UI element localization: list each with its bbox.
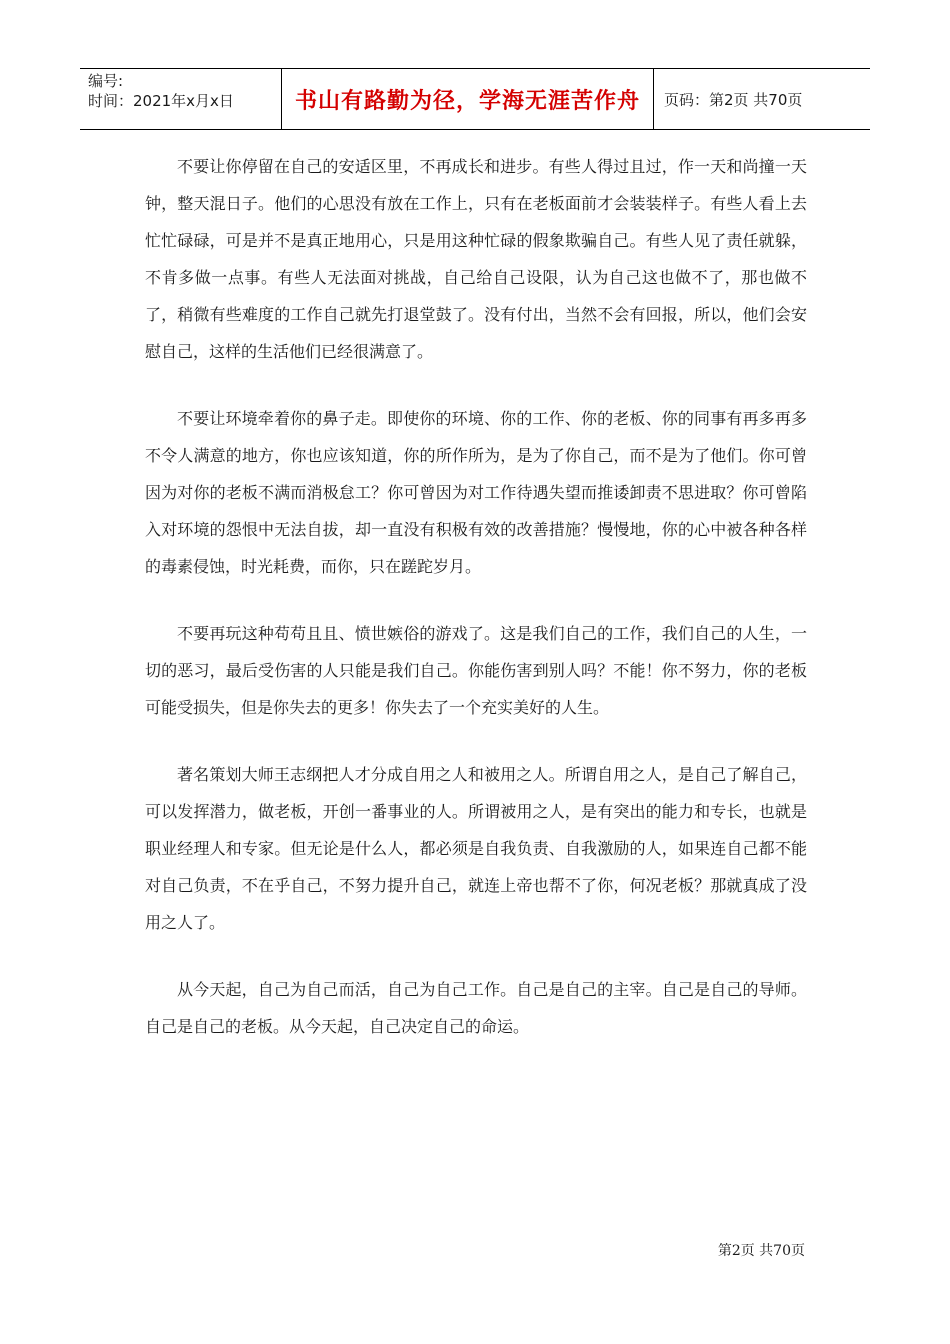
paragraph-2: 不要让环境牵着你的鼻子走。即使你的环境、你的工作、你的老板、你的同事有再多再多不令人满意的地方，你也应该知道，你的所作所为，是为了你自己，而不是为了他们。你可曾因为对你的老板不满而消极怠工？你可曾因为对工作待遇失望而推诿卸责不思进取？你可曾陷入对环境的怨恨中无法自拔，却一直没有积极有效的改善措施？慢慢地，你的心中被各种各样的毒素侵蚀，时光耗费，而你，只在蹉跎岁月。: [145, 409, 807, 576]
paragraph-4: 著名策划大师王志纲把人才分成自用之人和被用之人。所谓自用之人，是自己了解自己，可以发挥潜力，做老板，开创一番事业的人。所谓被用之人，是有突出的能力和专长，也就是职业经理人和专家。但无论是什么人，都必须是自我负责、自我激励的人，如果连自己都不能对自己负责，不在乎自己，不努力提升自己，就连上帝也帮不了你，何况老板？那就真成了没用之人了。: [145, 765, 807, 932]
paragraph-3: 不要再玩这种苟苟且且、愤世嫉俗的游戏了。这是我们自己的工作，我们自己的人生，一切的恶习，最后受伤害的人只能是我们自己。你能伤害到别人吗？不能！你不努力，你的老板可能受损失，但是你失去的更多！你失去了一个充实美好的人生。: [145, 624, 807, 717]
document-body: [145, 148, 807, 1075]
document-number-label: 编号:: [88, 72, 124, 90]
header-meta: [80, 69, 282, 129]
paragraph-5: 从今天起，自己为自己而活，自己为自己工作。自己是自己的主宰。自己是自己的导师。自己是自己的老板。从今天起，自己决定自己的命运。: [145, 980, 807, 1036]
header-motto: 书山有路勤为径，学海无涯苦作舟: [282, 69, 654, 129]
header-page-number: 页码：第2页 共70页: [664, 90, 803, 109]
document-time-label: 时间：2021年x月x日: [88, 92, 234, 110]
paragraph-1: 不要让你停留在自己的安适区里，不再成长和进步。有些人得过且过，作一天和尚撞一天钟，整天混日子。他们的心思没有放在工作上，只有在老板面前才会装装样子。有些人看上去忙忙碌碌，可是并不是真正地用心，只是用这种忙碌的假象欺骗自己。有些人见了责任就躲，不肯多做一点事。有些人无法面对挑战，自己给自己设限，认为自己这也做不了，那也做不了，稍微有些难度的工作自己就先打退堂鼓了。没有付出，当然不会有回报，所以，他们会安慰自己，这样的生活他们已经很满意了。: [145, 157, 807, 361]
page-header: [80, 68, 870, 130]
page-footer: 第2页 共70页: [717, 1243, 805, 1259]
